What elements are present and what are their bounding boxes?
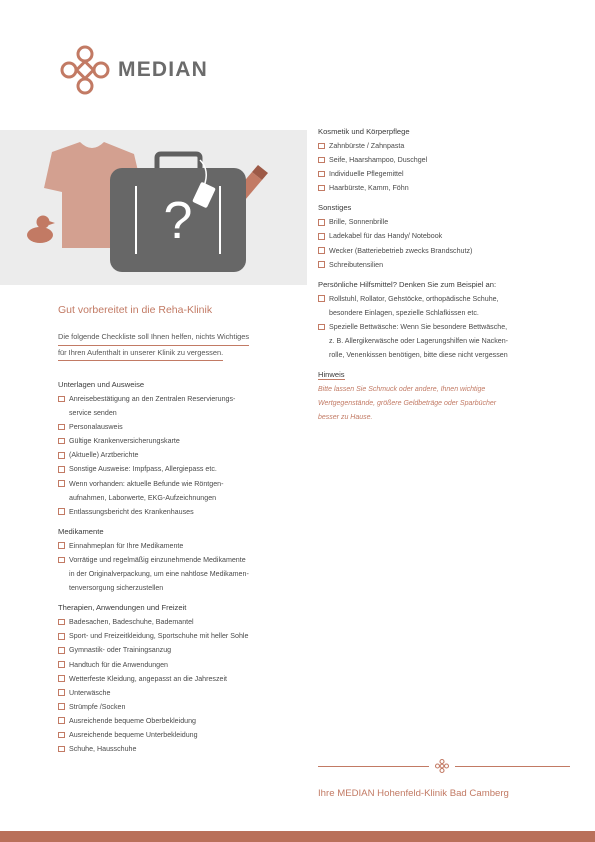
checklist-item xyxy=(58,714,303,728)
checklist-item-label: Entlassungsbericht des Krankenhauses xyxy=(69,507,194,516)
checklist-item-label: Rollstuhl, Rollator, Gehstöcke, orthopädische Schuhe, xyxy=(329,294,499,303)
checklist-item-label: Vorrätige und regelmäßig einzunehmende Medikamente xyxy=(69,555,246,564)
checklist-item-label: Handtuch für die Anwendungen xyxy=(69,660,168,669)
checkbox-icon[interactable] xyxy=(58,424,65,431)
section-title: Unterlagen und Ausweise xyxy=(58,380,145,389)
checklist-item xyxy=(318,215,573,229)
checklist-item-label: Individuelle Pflegemittel xyxy=(329,170,404,179)
checkbox-icon[interactable] xyxy=(318,261,325,268)
checklist-item-label: besondere Einlagen, spezielle Schlafkissen etc. xyxy=(329,308,479,317)
checklist-item-label: Personalausweis xyxy=(69,423,123,432)
checklist xyxy=(58,539,303,595)
intro-line: für Ihren Aufenthalt in unserer Klinik zu vergessen. xyxy=(58,346,223,362)
checkbox-icon[interactable] xyxy=(318,247,325,254)
checklist-item-label: Wetterfeste Kleidung, angepasst an die Jahreszeit xyxy=(69,674,227,683)
checkbox-icon[interactable] xyxy=(58,396,65,403)
checkbox-icon[interactable] xyxy=(58,438,65,445)
checklist-item-label: (Aktuelle) Arztberichte xyxy=(69,451,139,460)
checklist-item-continuation xyxy=(58,581,303,595)
section-title: Sonstiges xyxy=(318,203,352,213)
checklist-item-label: service senden xyxy=(69,409,117,418)
page-headline: Gut vorbereitet in die Reha-Klinik xyxy=(58,304,213,316)
checklist-item-label: tenversorgung sicherzustellen xyxy=(69,584,164,593)
checklist-item xyxy=(318,229,573,243)
checklist-item-label: Sport- und Freizeitkleidung, Sportschuhe mit heller Sohle xyxy=(69,632,249,641)
checkbox-icon[interactable] xyxy=(58,508,65,515)
brand-name: MEDIAN xyxy=(118,58,209,81)
checklist xyxy=(58,615,303,756)
checklist-item-label: rolle, Venenkissen benötigen, bitte diese nicht vergessen xyxy=(329,351,508,360)
checklist-item-label: aufnahmen, Laborwerte, EKG-Aufzeichnungen xyxy=(69,493,217,502)
footer-divider-right xyxy=(455,766,570,767)
checklist-item xyxy=(58,420,303,434)
checklist-item xyxy=(318,139,573,153)
checkbox-icon[interactable] xyxy=(318,157,325,164)
checklist-item-continuation xyxy=(58,406,303,420)
checkbox-icon[interactable] xyxy=(58,717,65,724)
note-line: besser zu Hause. xyxy=(318,413,373,421)
checklist-item-label: Zahnbürste / Zahnpasta xyxy=(329,142,405,150)
checkbox-icon[interactable] xyxy=(58,480,65,487)
footer-divider-left xyxy=(318,766,429,767)
checklist-item-label: Ausreichende bequeme Oberbekleidung xyxy=(69,716,196,725)
bottom-brand-bar xyxy=(0,831,595,842)
checkbox-icon[interactable] xyxy=(58,661,65,668)
checkbox-icon[interactable] xyxy=(318,219,325,226)
checklist-item-label: Schreibutensilien xyxy=(329,260,384,269)
checklist-item xyxy=(58,477,303,491)
checklist-item-label: Brille, Sonnenbrille xyxy=(329,218,389,227)
checklist-item-continuation xyxy=(318,348,573,362)
checklist-item-label: Einnahmeplan für Ihre Medikamente xyxy=(69,541,184,550)
checkbox-icon[interactable] xyxy=(318,324,325,331)
checklist-item-label: Wecker (Batteriebetrieb zwecks Brandschutz) xyxy=(329,246,473,255)
checklist-item xyxy=(318,320,573,334)
checklist-item-label: Schuhe, Hausschuhe xyxy=(69,745,137,754)
note-line: Wertgegenstände, größere Geldbeträge oder Sparbücher xyxy=(318,400,497,408)
checkbox-icon[interactable] xyxy=(318,171,325,178)
note-text xyxy=(318,383,538,424)
checklist-item xyxy=(318,167,573,181)
checklist-item xyxy=(58,615,303,629)
checkbox-icon[interactable] xyxy=(318,185,325,192)
checklist-right-column xyxy=(318,127,573,425)
checklist-item xyxy=(58,686,303,700)
note-title: Hinweis xyxy=(318,370,345,380)
checkbox-icon[interactable] xyxy=(318,233,325,240)
checkbox-icon[interactable] xyxy=(58,633,65,640)
checklist-item xyxy=(318,181,573,195)
checkbox-icon[interactable] xyxy=(58,703,65,710)
intro-text xyxy=(58,330,288,361)
checklist xyxy=(318,292,573,362)
checklist-item xyxy=(58,672,303,686)
checklist-item xyxy=(58,643,303,657)
checklist-item xyxy=(58,658,303,672)
checklist-item-label: Sonstige Ausweise: Impfpass, Allergiepass etc. xyxy=(69,465,217,474)
checkbox-icon[interactable] xyxy=(58,689,65,696)
checklist-item-continuation xyxy=(318,334,573,348)
section-title: Persönliche Hilfsmittel? Denken Sie zum Beispiel an: xyxy=(318,279,497,289)
checklist-item xyxy=(58,392,303,406)
checkbox-icon[interactable] xyxy=(58,466,65,473)
checklist-item xyxy=(58,434,303,448)
note-line: Bitte lassen Sie Schmuck oder andere, Ihnen wichtige xyxy=(318,386,486,394)
checklist xyxy=(318,215,573,271)
checklist-item-label: Ausreichende bequeme Unterbekleidung xyxy=(69,730,198,739)
checkbox-icon[interactable] xyxy=(58,647,65,654)
checklist-item-label: Haarbürste, Kamm, Föhn xyxy=(329,184,409,193)
checklist-item xyxy=(58,505,303,519)
checkbox-icon[interactable] xyxy=(58,732,65,739)
checklist-item-label: Unterwäsche xyxy=(69,688,111,697)
checklist xyxy=(58,392,303,519)
checkbox-icon[interactable] xyxy=(58,542,65,549)
question-mark-icon: ? xyxy=(163,192,193,250)
checklist-item-continuation xyxy=(58,567,303,581)
checklist-item-continuation xyxy=(318,306,573,320)
checklist-item-label: Seife, Haarshampoo, Duschgel xyxy=(329,156,428,165)
checklist-item xyxy=(318,153,573,167)
checkbox-icon[interactable] xyxy=(58,619,65,626)
checklist-item-label: Badesachen, Badeschuhe, Bademantel xyxy=(69,618,194,627)
checklist-item xyxy=(58,629,303,643)
checkbox-icon[interactable] xyxy=(318,295,325,302)
checklist-item xyxy=(58,742,303,756)
checklist-item-label: Wenn vorhanden: aktuelle Befunde wie Röntgen- xyxy=(69,479,224,488)
checklist-item-label: z. B. Allergikerwäsche oder Lagerungshilfen wie Nacken- xyxy=(329,337,509,346)
checklist-item-label: Gymnastik- oder Trainingsanzug xyxy=(69,646,172,655)
checklist-item xyxy=(318,244,573,258)
checkbox-icon[interactable] xyxy=(58,557,65,564)
section-title: Kosmetik und Körperpflege xyxy=(318,127,410,136)
section-title: Medikamente xyxy=(58,526,104,536)
checklist-item xyxy=(318,292,573,306)
rubber-duck-icon xyxy=(27,216,55,244)
checkbox-icon[interactable] xyxy=(318,143,325,150)
hero-illustration xyxy=(0,130,307,285)
checklist-item-label: Anreisebestätigung an den Zentralen Reservierungs- xyxy=(69,395,236,403)
checklist-item xyxy=(58,700,303,714)
checkbox-icon[interactable] xyxy=(58,675,65,682)
right-sections xyxy=(318,127,573,362)
checkbox-icon[interactable] xyxy=(58,746,65,753)
intro-line: Die folgende Checkliste soll Ihnen helfen, nichts Wichtiges xyxy=(58,330,249,346)
checklist-item xyxy=(318,258,573,272)
checklist-item-continuation xyxy=(58,491,303,505)
checklist-left-column xyxy=(58,380,303,764)
checklist-item-label: Spezielle Bettwäsche: Wenn Sie besondere Bettwäsche, xyxy=(329,322,508,331)
checklist-item xyxy=(58,553,303,567)
checklist-item xyxy=(58,448,303,462)
footer-clinic-name: Ihre MEDIAN Hohenfeld-Klinik Bad Camberg xyxy=(318,788,509,799)
median-flower-icon xyxy=(434,758,450,774)
checklist xyxy=(318,139,573,195)
checklist-item-label: in der Originalverpackung, um eine nahtlose Medikamen- xyxy=(69,570,249,579)
checkbox-icon[interactable] xyxy=(58,452,65,459)
checklist-item xyxy=(58,462,303,476)
checklist-item-label: Ladekabel für das Handy/ Notebook xyxy=(329,232,443,241)
suitcase-icon xyxy=(110,154,246,272)
section-title: Therapien, Anwendungen und Freizeit xyxy=(58,603,187,613)
checklist-item xyxy=(58,728,303,742)
checklist-item-label: Gültige Krankenversicherungskarte xyxy=(69,437,180,446)
checklist-item xyxy=(58,539,303,553)
checklist-item-label: Strümpfe /Socken xyxy=(69,702,126,711)
